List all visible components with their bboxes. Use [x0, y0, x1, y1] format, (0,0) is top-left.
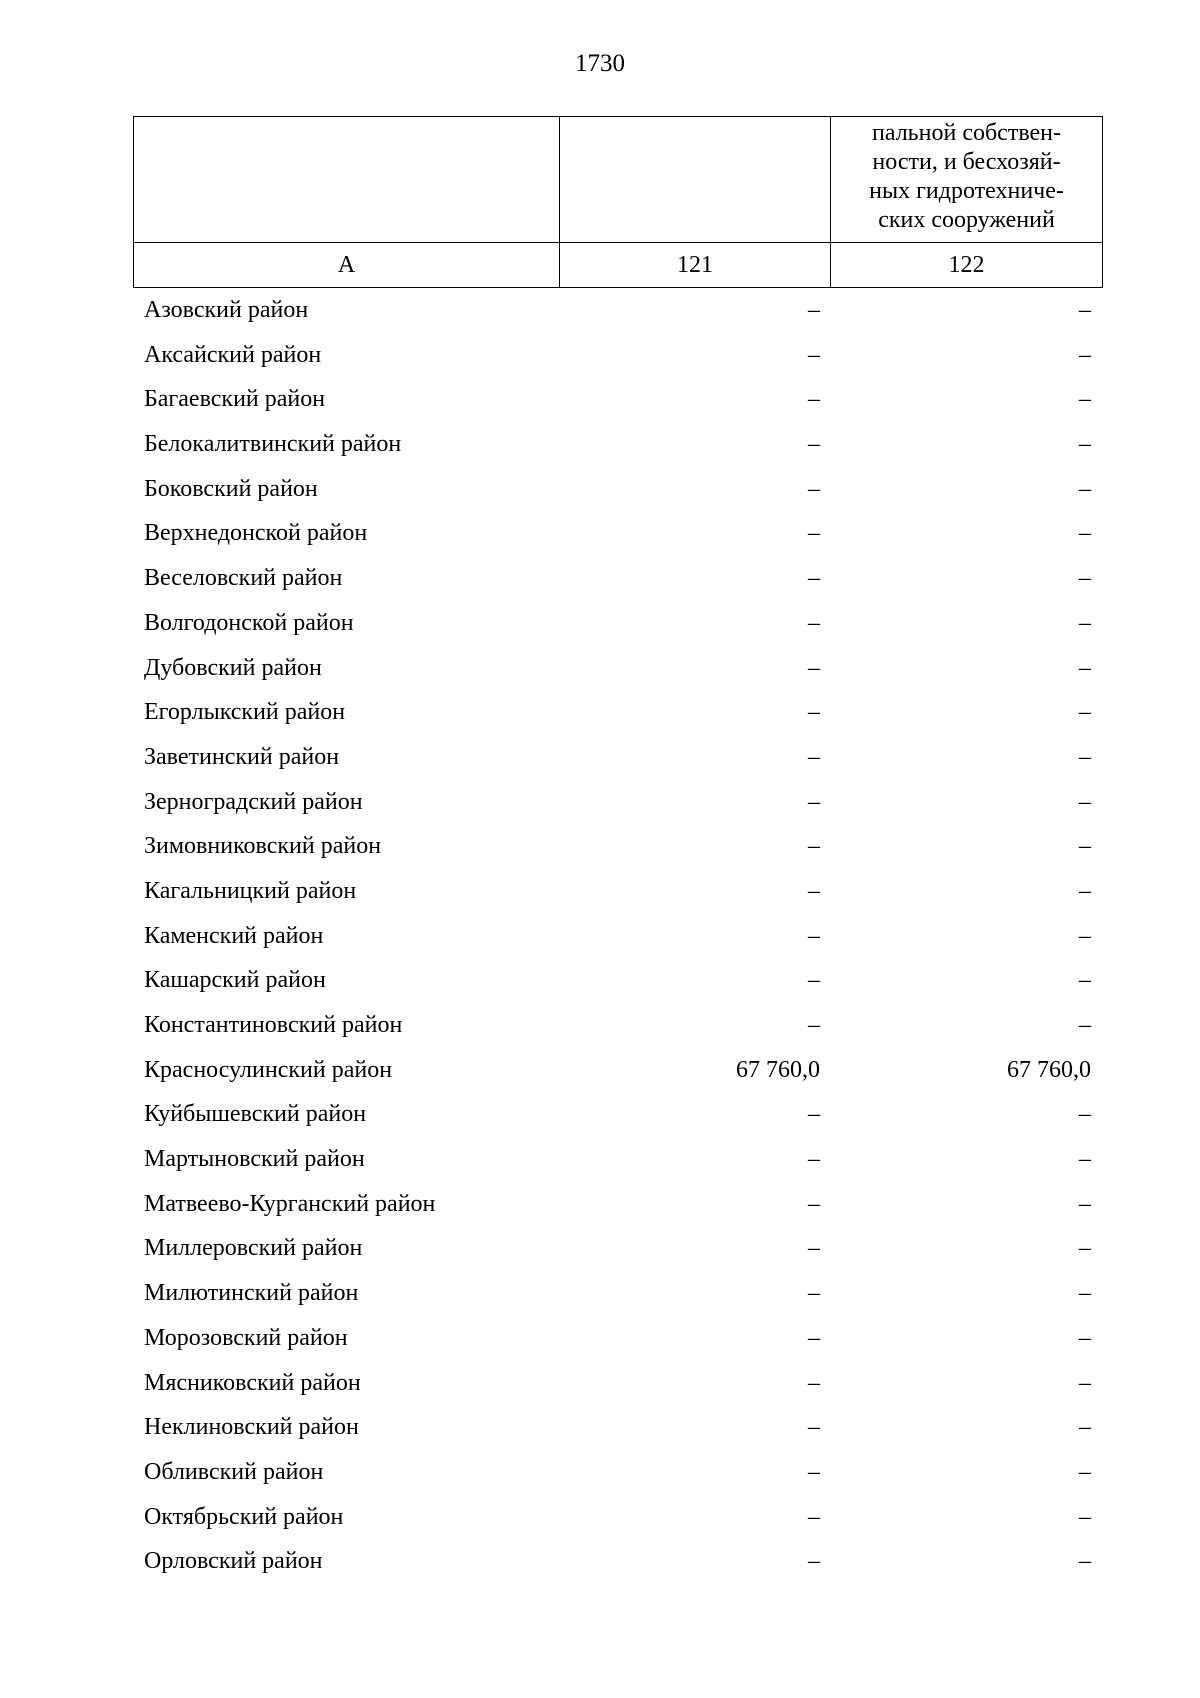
value-122: – [1079, 431, 1091, 458]
value-121: 67 760,0 [736, 1056, 820, 1083]
district-name: Миллеровский район [144, 1235, 363, 1262]
value-121: – [808, 877, 820, 904]
table-body [133, 288, 1102, 1584]
table-row [133, 1137, 1102, 1182]
value-121: – [808, 565, 820, 592]
value-121: – [808, 1280, 820, 1307]
district-name: Зимовниковский район [144, 833, 382, 860]
district-name: Красносулинский район [144, 1056, 393, 1083]
table-row [133, 914, 1102, 959]
value-122: – [1079, 1146, 1091, 1173]
table-row [133, 1405, 1102, 1450]
table-header [133, 116, 1103, 288]
district-name: Аксайский район [144, 341, 322, 368]
value-122: – [1079, 1235, 1091, 1262]
district-name: Кашарский район [144, 967, 326, 994]
district-name: Каменский район [144, 922, 324, 949]
table-row [133, 958, 1102, 1003]
table-row [133, 780, 1102, 825]
value-122: – [1079, 341, 1091, 368]
value-122: – [1079, 699, 1091, 726]
value-121: – [808, 1458, 820, 1485]
value-121: – [808, 788, 820, 815]
table-row [133, 824, 1102, 869]
value-122: – [1079, 475, 1091, 502]
value-122: – [1079, 386, 1091, 413]
value-121: – [808, 297, 820, 323]
value-121: – [808, 341, 820, 368]
value-122: – [1079, 1414, 1091, 1441]
district-name: Веселовский район [144, 565, 343, 592]
table-row [133, 556, 1102, 601]
header-cell-121 [560, 117, 831, 243]
table-row [133, 1495, 1102, 1540]
value-122: – [1079, 654, 1091, 681]
value-121: – [808, 431, 820, 458]
district-name: Боковский район [144, 475, 318, 502]
value-121: – [808, 654, 820, 681]
header-text-row [134, 117, 1103, 243]
value-122: – [1079, 1190, 1091, 1217]
table-row [133, 1450, 1102, 1495]
district-name: Белокалитвинский район [144, 431, 402, 458]
district-name: Матвеево-Курганский район [144, 1190, 436, 1217]
district-name: Зерноградский район [144, 788, 363, 815]
table-row [133, 511, 1102, 556]
value-121: – [808, 475, 820, 502]
value-122: – [1079, 1012, 1091, 1038]
column-number-121: 121 [560, 243, 831, 288]
district-name: Милютинский район [144, 1280, 359, 1307]
district-name: Верхнедонской район [144, 520, 368, 547]
table-row [133, 467, 1102, 512]
value-121: – [808, 1548, 820, 1575]
district-name: Константиновский район [144, 1012, 403, 1038]
district-name: Заветинский район [144, 743, 340, 770]
district-name: Обливский район [144, 1458, 324, 1485]
table-row [133, 1003, 1102, 1048]
table-row [133, 1316, 1102, 1361]
district-name: Октябрьский район [144, 1503, 344, 1530]
value-122: 67 760,0 [1007, 1056, 1091, 1083]
table-row [133, 333, 1102, 378]
value-122: – [1079, 297, 1091, 323]
table-row [133, 422, 1102, 467]
district-name: Азовский район [144, 297, 309, 323]
value-122: – [1079, 1280, 1091, 1307]
value-122: – [1079, 1458, 1091, 1485]
value-121: – [808, 520, 820, 547]
value-121: – [808, 1503, 820, 1530]
district-name: Мясниковский район [144, 1369, 361, 1396]
value-121: – [808, 1012, 820, 1038]
value-121: – [808, 1414, 820, 1441]
value-122: – [1079, 967, 1091, 994]
table-row [133, 1539, 1102, 1584]
value-121: – [808, 699, 820, 726]
value-122: – [1079, 1101, 1091, 1128]
district-name: Егорлыкский район [144, 699, 346, 726]
page-number: 1730 [575, 50, 625, 77]
value-122: – [1079, 922, 1091, 949]
value-121: – [808, 743, 820, 770]
district-name: Куйбышевский район [144, 1101, 367, 1128]
value-121: – [808, 1101, 820, 1128]
header-cell-a [134, 117, 560, 243]
header-number-row [134, 243, 1103, 288]
value-121: – [808, 386, 820, 413]
column-number-a: А [134, 243, 560, 288]
table-row [133, 1048, 1102, 1093]
value-121: – [808, 1146, 820, 1173]
header-cell-122: пальной собствен- ности, и бесхозяй- ных гидротехниче- ских сооружений [831, 117, 1103, 243]
value-121: – [808, 1369, 820, 1396]
table-row [133, 377, 1102, 422]
value-121: – [808, 1190, 820, 1217]
table-row [133, 869, 1102, 914]
table-row [133, 1271, 1102, 1316]
value-122: – [1079, 877, 1091, 904]
value-122: – [1079, 520, 1091, 547]
value-122: – [1079, 1503, 1091, 1530]
value-122: – [1079, 743, 1091, 770]
value-122: – [1079, 565, 1091, 592]
table-row [133, 1226, 1102, 1271]
value-121: – [808, 922, 820, 949]
value-122: – [1079, 1324, 1091, 1351]
value-121: – [808, 1324, 820, 1351]
value-121: – [808, 833, 820, 860]
table-row [133, 1092, 1102, 1137]
district-name: Мартыновский район [144, 1146, 365, 1173]
district-name: Орловский район [144, 1548, 323, 1575]
value-122: – [1079, 788, 1091, 815]
table-row [133, 735, 1102, 780]
district-name: Багаевский район [144, 386, 326, 413]
district-name: Дубовский район [144, 654, 322, 681]
value-121: – [808, 967, 820, 994]
value-121: – [808, 609, 820, 636]
value-122: – [1079, 609, 1091, 636]
table-row [133, 690, 1102, 735]
value-122: – [1079, 1369, 1091, 1396]
value-122: – [1079, 833, 1091, 860]
table-row [133, 1361, 1102, 1406]
column-number-122: 122 [831, 243, 1103, 288]
table-row [133, 288, 1102, 333]
district-name: Морозовский район [144, 1324, 348, 1351]
value-121: – [808, 1235, 820, 1262]
table-row [133, 1182, 1102, 1227]
value-122: – [1079, 1548, 1091, 1575]
table-row [133, 601, 1102, 646]
district-name: Волгодонской район [144, 609, 354, 636]
district-name: Неклиновский район [144, 1414, 359, 1441]
table-row [133, 646, 1102, 691]
district-name: Кагальницкий район [144, 877, 357, 904]
